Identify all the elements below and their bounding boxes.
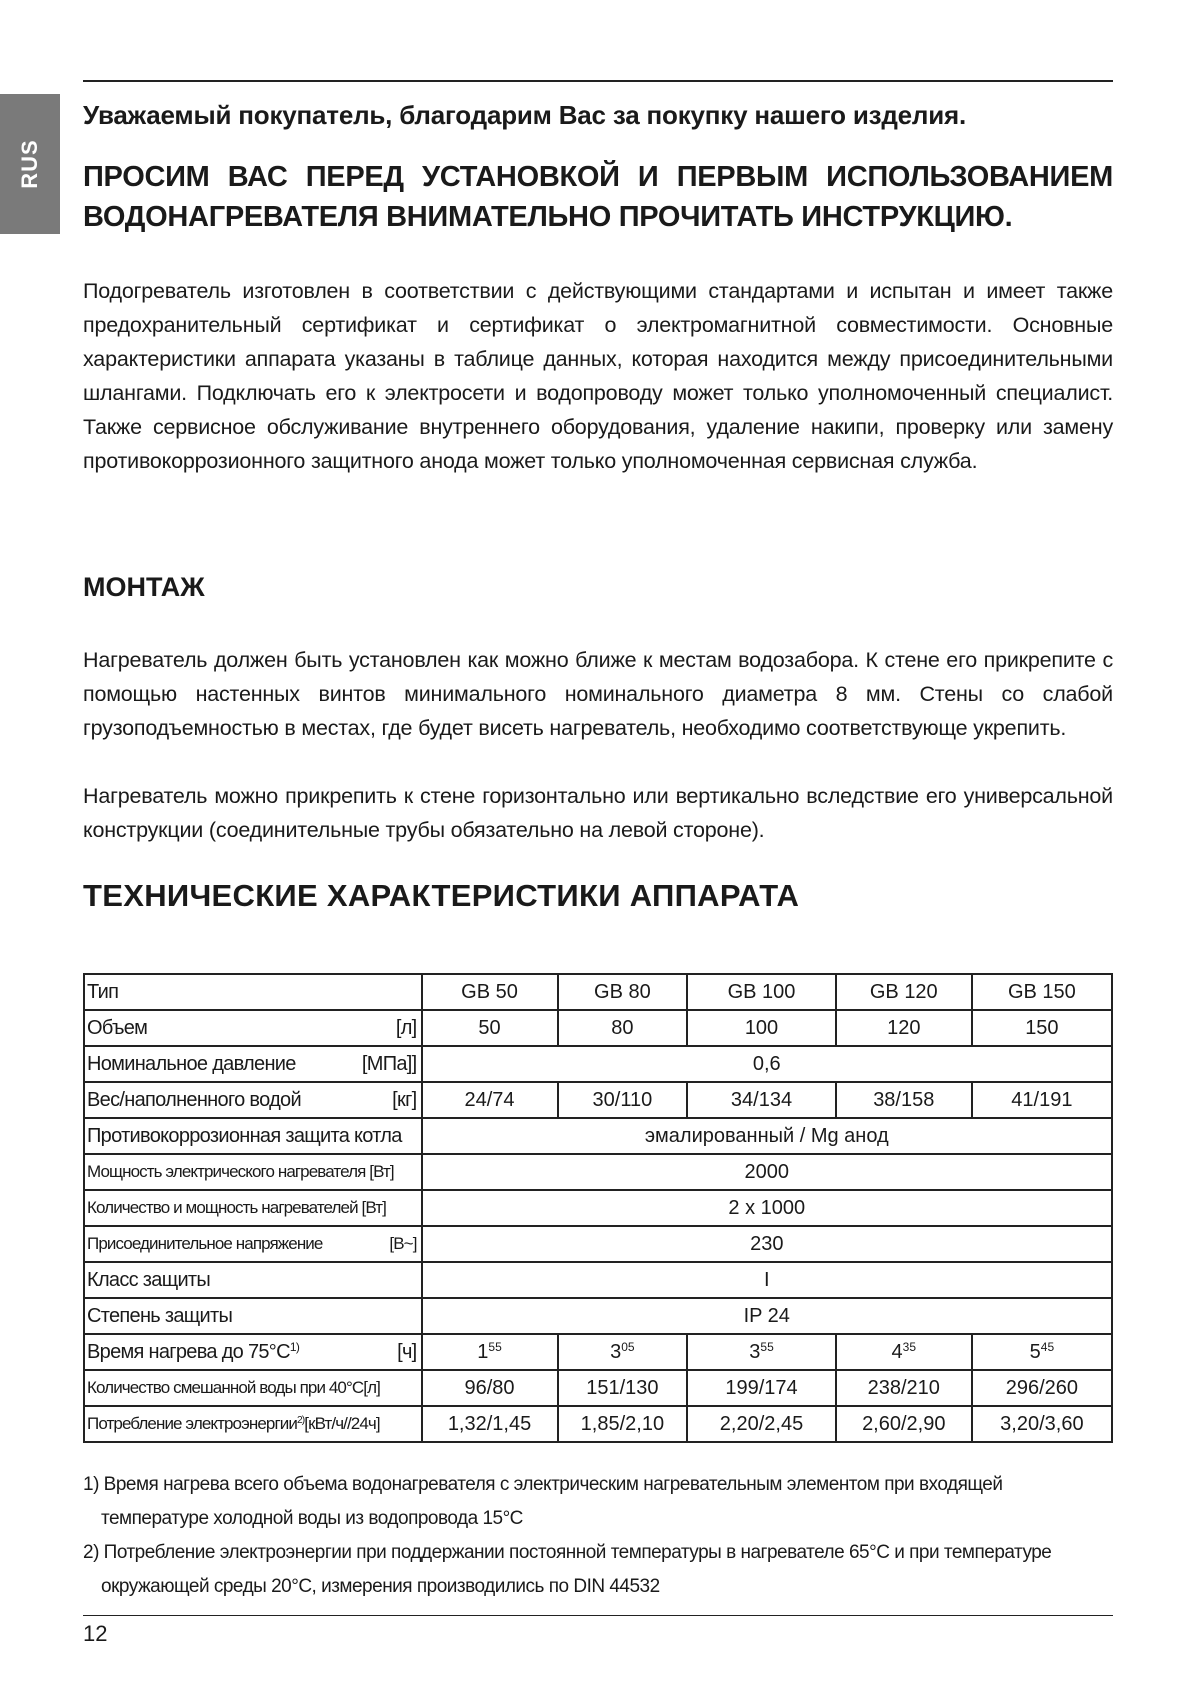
footnote-ref-2: 2)	[296, 1414, 305, 1426]
weight-cell: 24/74	[422, 1082, 558, 1118]
top-rule	[83, 80, 1113, 82]
consumption-cell: 3,20/3,60	[972, 1406, 1112, 1442]
heating-time-unit: [ч]	[397, 1340, 417, 1363]
volume-cell: 150	[972, 1010, 1112, 1046]
footnote-1-line-2: температуре холодной воды из водопровода 15°C	[101, 1508, 523, 1529]
voltage-label: Присоединительное напряжение	[87, 1234, 323, 1253]
table-row-heater-count	[84, 1190, 1112, 1226]
type-cell: GB 50	[422, 974, 558, 1010]
table-row-volume	[84, 1010, 1112, 1046]
type-cell: GB 100	[687, 974, 836, 1010]
table-row-heater-power	[84, 1154, 1112, 1190]
heating-time-minutes: 05	[621, 1339, 635, 1354]
greeting: Уважаемый покупатель, благодарим Вас за покупку нашего изделия.	[83, 100, 967, 130]
heating-time-hours: 5	[1029, 1340, 1041, 1363]
mixed-water-cell: 296/260	[972, 1370, 1112, 1406]
pressure-label: Номинальное давление	[87, 1052, 296, 1075]
row-label-consumption	[84, 1406, 422, 1442]
mounting-paragraph-1: Нагреватель должен быть установлен как можно ближе к местам водозабора. К стене его прикрепите с помощью настенных винтов минимального номинального диаметра 8 мм. Стены со слабой грузоподъемностью в местах, где будет висеть нагреватель, необходимо соответствующе укрепить.	[83, 648, 1113, 740]
table-row-protection-class	[84, 1262, 1112, 1298]
heating-time-hours: 3	[610, 1340, 622, 1363]
row-label-volume	[84, 1010, 422, 1046]
volume-cell: 50	[422, 1010, 558, 1046]
weight-cell: 30/110	[558, 1082, 688, 1118]
consumption-cell: 1,85/2,10	[558, 1406, 688, 1442]
page-number: 12	[83, 1621, 108, 1646]
volume-label: Объем	[87, 1016, 148, 1039]
heater-power-cell: 2000	[422, 1154, 1112, 1190]
row-label-pressure	[84, 1046, 422, 1082]
row-label-protection-class: Класс защиты	[84, 1262, 422, 1298]
weight-cell: 41/191	[972, 1082, 1112, 1118]
row-label-heating-time	[84, 1334, 422, 1370]
pressure-unit: [МПа]]	[361, 1052, 417, 1075]
heating-time-cell	[558, 1334, 688, 1370]
table-row-consumption	[84, 1406, 1112, 1442]
table-row-corrosion	[84, 1118, 1112, 1154]
type-cell: GB 120	[836, 974, 972, 1010]
language-tab	[0, 94, 60, 234]
consumption-cell: 1,32/1,45	[422, 1406, 558, 1442]
row-label-weight	[84, 1082, 422, 1118]
intro-paragraph: Подогреватель изготовлен в соответствии с действующими стандартами и испытан и имеет также предохранительный сертификат и сертификат о электромагнитной совместимости. Основные характеристики аппарата указаны в таблице данных, которая находится между присоединительными шлангами. Подключать его к электросети и водопроводу может только уполномоченный специалист. Также сервисное обслуживание внутреннего оборудования, удаление накипи, проверку или замену противокоррозионного защитного анода может только уполномоченная сервисная служба.	[83, 279, 1113, 473]
row-label-heater-power: Мощность электрического нагревателя [Вт]	[84, 1154, 422, 1190]
type-cell: GB 150	[972, 974, 1112, 1010]
row-label-corrosion: Противокоррозионная защита котла	[84, 1118, 422, 1154]
table-row-voltage	[84, 1226, 1112, 1262]
heating-time-cell	[972, 1334, 1112, 1370]
weight-cell: 38/158	[836, 1082, 972, 1118]
heating-time-label	[87, 1341, 299, 1364]
mounting-heading: МОНТАЖ	[83, 572, 205, 602]
footnote-2-line-2: окружающей среды 20°C, измерения производились по DIN 44532	[101, 1576, 660, 1597]
heating-time-cell	[687, 1334, 836, 1370]
footnote-1-line-1: 1) Время нагрева всего объема водонагревателя с электрическим нагревательным элементом при входящей	[83, 1474, 1003, 1495]
weight-label: Вес/наполненного водой	[87, 1088, 301, 1111]
mixed-water-cell: 151/130	[558, 1370, 688, 1406]
language-tab-label: RUS	[17, 139, 42, 189]
consumption-cell: 2,60/2,90	[836, 1406, 972, 1442]
voltage-cell: 230	[422, 1226, 1112, 1262]
read-instructions-heading: ПРОСИМ ВАС ПЕРЕД УСТАНОВКОЙ И ПЕРВЫМ ИСПОЛЬЗОВАНИЕМ ВОДОНАГРЕВАТЕЛЯ ВНИМАТЕЛЬНО ПРОЧИТАТЬ ИНСТРУКЦИЮ.	[83, 161, 1113, 233]
consumption-unit: [кВт/ч//24ч]	[304, 1414, 380, 1433]
table-row-weight	[84, 1082, 1112, 1118]
table-row-protection-degree	[84, 1298, 1112, 1334]
pressure-cell: 0,6	[422, 1046, 1112, 1082]
heating-time-hours: 1	[477, 1340, 489, 1363]
row-label-voltage	[84, 1226, 422, 1262]
protection-class-cell: I	[422, 1262, 1112, 1298]
row-label-mixed-water: Количество смешанной воды при 40°C[л]	[84, 1370, 422, 1406]
footnotes	[83, 1468, 1113, 1604]
heating-time-minutes: 35	[902, 1339, 917, 1354]
heating-time-hours: 3	[749, 1340, 761, 1363]
type-cell: GB 80	[558, 974, 688, 1010]
bottom-rule	[83, 1615, 1113, 1616]
mixed-water-cell: 238/210	[836, 1370, 972, 1406]
volume-unit: [л]	[395, 1016, 417, 1039]
heater-count-cell: 2 x 1000	[422, 1190, 1112, 1226]
weight-cell: 34/134	[687, 1082, 836, 1118]
table-row-heating-time	[84, 1334, 1112, 1370]
volume-cell: 120	[836, 1010, 972, 1046]
tech-specs-heading: ТЕХНИЧЕСКИЕ ХАРАКТЕРИСТИКИ АППАРАТА	[83, 878, 800, 913]
protection-degree-cell: IP 24	[422, 1298, 1112, 1334]
heating-time-cell	[422, 1334, 558, 1370]
corrosion-cell: эмалированный / Mg анод	[422, 1118, 1112, 1154]
footnote-2-line-1: 2) Потребление электроэнергии при поддержании постоянной температуры в нагревателе 65°C и при температуре	[83, 1542, 1052, 1563]
heating-time-minutes: 55	[488, 1339, 502, 1354]
table-row-pressure	[84, 1046, 1112, 1082]
footnote-ref-1: 1)	[289, 1339, 300, 1354]
row-label-heater-count: Количество и мощность нагревателей [Вт]	[84, 1190, 422, 1226]
consumption-cell: 2,20/2,45	[687, 1406, 836, 1442]
weight-unit: [кг]	[392, 1088, 417, 1111]
heating-time-label-text: Время нагрева до 75°C	[87, 1340, 290, 1363]
row-label-type: Тип	[84, 974, 422, 1010]
table-row-type	[84, 974, 1112, 1010]
heating-time-minutes: 45	[1040, 1339, 1055, 1354]
volume-cell: 100	[687, 1010, 836, 1046]
heating-time-minutes: 55	[760, 1339, 774, 1354]
table-row-mixed-water	[84, 1370, 1112, 1406]
heating-time-cell	[836, 1334, 972, 1370]
mounting-paragraph-2: Нагреватель можно прикрепить к стене горизонтально или вертикально вследствие его универсальной конструкции (соединительные трубы обязательно на левой стороне).	[83, 784, 1113, 842]
row-label-protection-degree: Степень защиты	[84, 1298, 422, 1334]
heating-time-hours: 4	[891, 1340, 903, 1363]
tech-specs-table	[83, 973, 1113, 1443]
volume-cell: 80	[558, 1010, 688, 1046]
voltage-unit: [В~]	[389, 1234, 417, 1253]
consumption-label: Потребление электроэнергии	[87, 1414, 297, 1433]
mixed-water-cell: 96/80	[422, 1370, 558, 1406]
mixed-water-cell: 199/174	[687, 1370, 836, 1406]
